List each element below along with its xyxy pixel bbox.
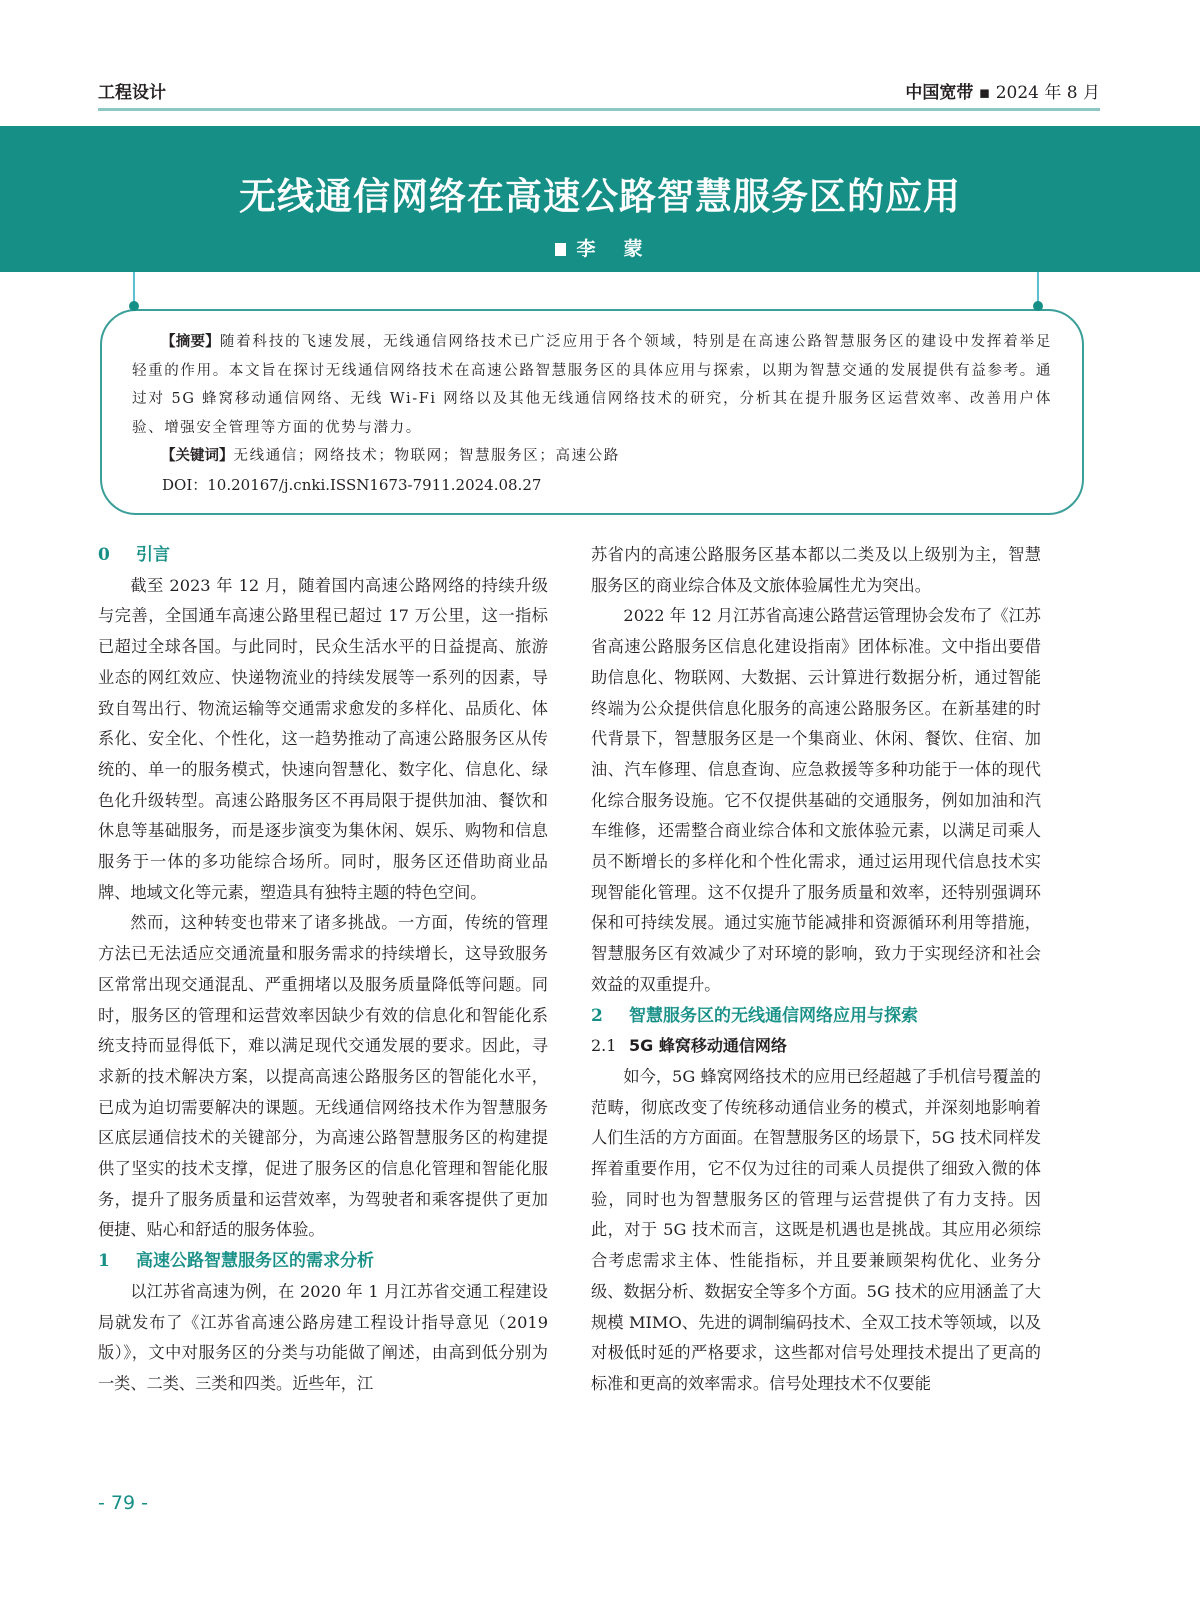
section-number: 1 [98, 1251, 110, 1272]
section-number: 0 [98, 545, 110, 565]
keywords-text: 无线通信；网络技术；物联网；智慧服务区；高速公路 [233, 448, 620, 464]
section-heading-0 [98, 540, 548, 571]
paragraph: 以江苏省高速为例，在 2020 年 1 月江苏省交通工程建设局就发布了《江苏省高速公路房建工程设计指导意见（2019 版）》，文中对服务区的分类与功能做了阐述，由高到低分别为一类、二类、三类和四类。近些年，江 [98, 1281, 548, 1393]
author-marker-icon [555, 243, 566, 256]
paragraph: 然而，这种转变也带来了诸多挑战。一方面，传统的管理方法已无法适应交通流量和服务需求的持续增长，这导致服务区常常出现交通混乱、严重拥堵以及服务质量降低等问题。同时，服务区的管理和运营效率因缺少有效的信息化和智能化系统支持而显得低下，难以满足现代交通发展的要求。因此，寻求新的技术解决方案，以提高高速公路服务区的智能化水平，已成为迫切需要解决的课题。无线通信网络技术作为智慧服务区底层通信技术的关键部分，为高速公路智慧服务区的构建提供了坚实的技术支撑，促进了服务区的信息化管理和智能化服务，提升了服务质量和运营效率，为驾驶者和乘客提供了更加便捷、贴心和舒适的服务体验。 [98, 913, 548, 1240]
abstract-content [132, 328, 1052, 499]
section-title: 高速公路智慧服务区的需求分析 [136, 1251, 374, 1272]
right-column [591, 540, 1041, 1400]
section-heading-1 [98, 1246, 548, 1277]
connector-dot-left-icon [129, 301, 139, 311]
subsection-number: 2.1 [591, 1036, 617, 1056]
running-header [98, 76, 1100, 111]
subsection-title: 5G 蜂窝移动通信网络 [629, 1036, 787, 1056]
paragraph-continued: 苏省内的高速公路服务区基本都以二类及以上级别为主，智慧服务区的商业综合体及文旅体验属性尤为突出。 [591, 545, 1041, 595]
article-title: 无线通信网络在高速公路智慧服务区的应用 [239, 174, 961, 218]
section-number: 2 [591, 1005, 603, 1026]
author-line [0, 234, 1200, 261]
keywords-paragraph [132, 442, 1052, 471]
title-banner [0, 126, 1200, 272]
page-number: - 79 - [98, 1492, 148, 1514]
paragraph: 截至 2023 年 12 月，随着国内高速公路网络的持续升级与完善，全国通车高速公路里程已超过 17 万公里，这一指标已超过全球各国。与此同时，民众生活水平的日益提高、旅游业态的网红效应、快递物流业的持续发展等一系列的因素，导致自驾出行、物流运输等交通需求愈发的多样化、品质化、体系化、安全化、个性化，这一趋势推动了高速公路服务区从传统的、单一的服务模式，快速向智慧化、数字化、信息化、绿色化升级转型。高速公路服务区不再局限于提供加油、餐饮和休息等基础服务，而是逐步演变为集休闲、娱乐、购物和信息服务于一体的多功能综合场所。同时，服务区还借助商业品牌、地域文化等元素，塑造具有独特主题的特色空间。 [98, 575, 548, 902]
author-given: 李 [576, 238, 598, 260]
author-family: 蒙 [623, 238, 645, 260]
paragraph: 如今，5G 蜂窝网络技术的应用已经超越了手机信号覆盖的范畴，彻底改变了传统移动通信业务的模式，并深刻地影响着人们生活的方方面面。在智慧服务区的场景下，5G 技术同样发挥着重要作用，它不仅为过往的司乘人员提供了细致入微的体验，同时也为智慧服务区的管理与运营提供了有力支持。因此，对于 5G 技术而言，这既是机遇也是挑战。其应用必须综合考虑需求主体、性能指标，并且要兼顾架构优化、业务分级、数据分析、数据安全等多个方面。5G 技术的应用涵盖了大规模 MIMO、先进的调制编码技术、全双工技术等领域，以及对极低时延的严格要求，这些都对信号处理技术提出了更高的标准和更高的效率需求。信号处理技术不仅要能 [591, 1066, 1041, 1393]
section-heading-2 [591, 1001, 1041, 1032]
abstract-paragraph [132, 328, 1052, 442]
issue-date: 2024 年 8 月 [995, 83, 1100, 103]
subsection-heading-2-1 [591, 1031, 1041, 1062]
abstract-label: 【摘要】 [161, 334, 220, 350]
journal-issue [905, 78, 1100, 103]
journal-name: 中国宽带 [905, 83, 974, 103]
separator: ▪ [978, 83, 991, 103]
section-title: 引言 [136, 545, 170, 565]
section-title: 智慧服务区的无线通信网络应用与探索 [629, 1005, 918, 1026]
paragraph: 2022 年 12 月江苏省高速公路营运管理协会发布了《江苏省高速公路服务区信息化建设指南》团体标准。文中指出要借助信息化、物联网、大数据、云计算进行数据分析，通过智能终端为公众提供信息化服务的高速公路服务区。在新基建的时代背景下，智慧服务区是一个集商业、休闲、餐饮、住宿、加油、汽车修理、信息查询、应急救援等多种功能于一体的现代化综合服务设施。它不仅提供基础的交通服务，例如加油和汽车维修，还需整合商业综合体和文旅体验元素，以满足司乘人员不断增长的多样化和个性化需求，通过运用现代信息技术实现智能化管理。这不仅提升了服务质量和效率，还特别强调环保和可持续发展。通过实施节能减排和资源循环利用等措施，智慧服务区有效减少了对环境的影响，致力于实现经济和社会效益的双重提升。 [591, 606, 1041, 994]
section-label: 工程设计 [98, 83, 166, 103]
doi: DOI：10.20167/j.cnki.ISSN1673-7911.2024.08.27 [162, 475, 542, 494]
left-column [98, 540, 548, 1400]
connector-dot-right-icon [1033, 301, 1043, 311]
abstract-text: 随着科技的飞速发展，无线通信网络技术已广泛应用于各个领域，特别是在高速公路智慧服务区的建设中发挥着举足轻重的作用。本文旨在探讨无线通信网络技术在高速公路智慧服务区的具体应用与探索，以期为智慧交通的发展提供有益参考。通过对 5G 蜂窝移动通信网络、无线 Wi-Fi 网络以及其他无线通信网络技术的研究，分析其在提升服务区运营效率、改善用户体验、增强安全管理等方面的优势与潜力。 [132, 334, 1052, 436]
keywords-label: 【关键词】 [161, 448, 234, 464]
